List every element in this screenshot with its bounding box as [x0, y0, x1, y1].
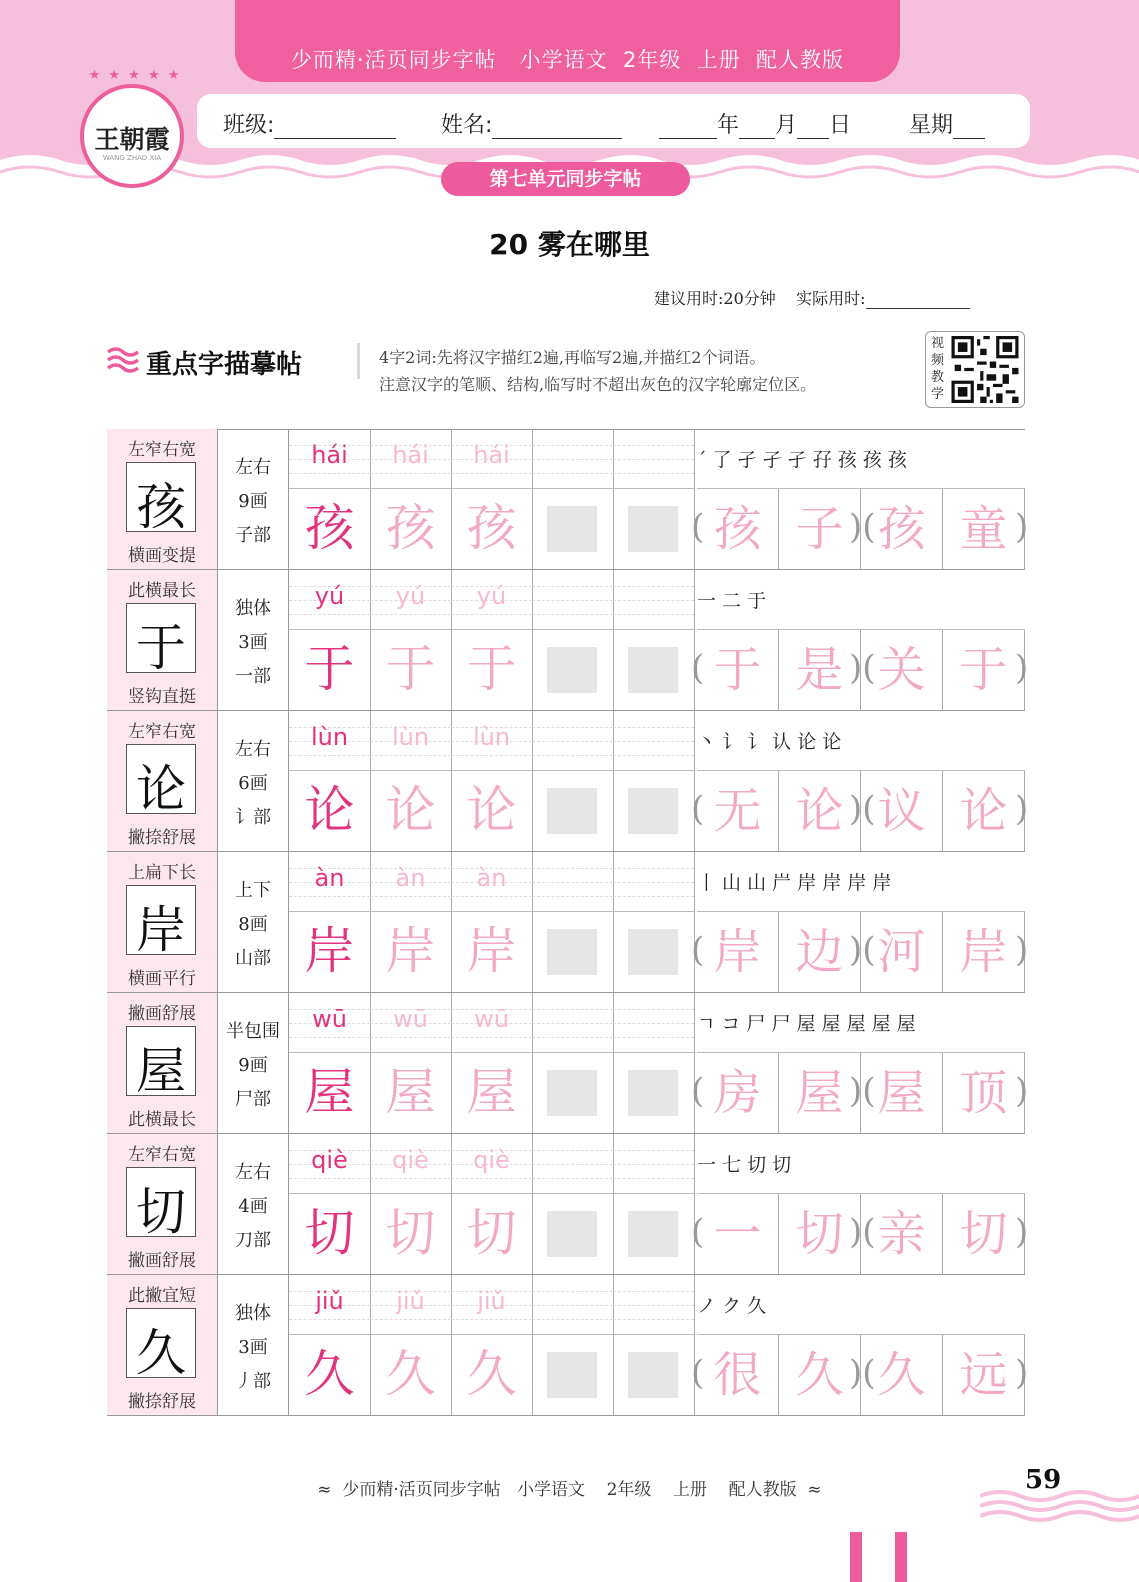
stroke-order: ノ ク 久: [697, 1295, 767, 1317]
section-title: 重点字描摹帖: [146, 350, 303, 380]
section-wave-icon: [106, 344, 140, 374]
char-info: [218, 570, 289, 710]
practice-cell[interactable]: [532, 993, 614, 1133]
pinyin: wū: [312, 1005, 347, 1033]
word-char: 亲: [861, 1194, 943, 1274]
model-char-box: [126, 744, 196, 818]
practice-cell[interactable]: [613, 1134, 695, 1274]
word-char: 久: [779, 1335, 861, 1415]
outline-placeholder: [628, 1211, 678, 1257]
radical: 山部: [235, 948, 271, 969]
stroke-count: 8画: [238, 914, 268, 935]
practice-cell[interactable]: [532, 1134, 614, 1274]
outline-placeholder: [628, 929, 678, 975]
practice-cell: [370, 570, 452, 710]
word-char: 童: [943, 489, 1025, 569]
unit-tab: 第七单元同步字帖: [441, 162, 690, 196]
weekday-label: 星期: [909, 113, 954, 138]
hanzi: 于: [466, 640, 517, 698]
outline-placeholder: [547, 506, 597, 552]
word-char: 河: [861, 912, 943, 992]
qr-code-icon: [950, 336, 1020, 403]
word-area: [691, 489, 1029, 569]
pinyin: wū: [474, 1005, 509, 1033]
pinyin: jiǔ: [396, 1287, 425, 1315]
hanzi: 于: [385, 640, 436, 698]
practice-cell: [370, 429, 452, 569]
practice-cell: [451, 1134, 533, 1274]
section-instructions: [379, 344, 816, 398]
word-char: 远: [943, 1335, 1025, 1415]
stroke-count: 9画: [238, 1055, 268, 1076]
word-char: 无: [697, 771, 779, 851]
practice-cell[interactable]: [532, 570, 614, 710]
word-char: 论: [779, 771, 861, 851]
hanzi: 久: [385, 1345, 436, 1403]
char-info: [218, 993, 289, 1133]
outline-placeholder: [628, 788, 678, 834]
instruction-line-2: 注意汉字的笔顺、结构,临写时不超出灰色的汉字轮廓定位区。: [379, 375, 817, 394]
word-char: 于: [697, 630, 779, 710]
word-char: 岸: [943, 912, 1025, 992]
paren-close: )(: [849, 930, 876, 970]
model-cell: [107, 711, 218, 851]
tip-bottom: 撇捺舒展: [128, 828, 196, 848]
char-info: [218, 1275, 289, 1415]
practice-cell[interactable]: [613, 1275, 695, 1415]
paren-close: )(: [849, 1212, 876, 1252]
word-char: 孩: [697, 489, 779, 569]
word-area: [691, 912, 1029, 992]
practice-cell: [289, 429, 371, 569]
practice-cell: [370, 1275, 452, 1415]
name-label: 姓名:: [441, 113, 493, 138]
paren-open: (: [691, 648, 705, 688]
paren-close: ): [1015, 1071, 1029, 1111]
word-char: 房: [697, 1053, 779, 1133]
word-char: 孩: [861, 489, 943, 569]
word-area: [691, 630, 1029, 710]
pinyin: hái: [392, 441, 429, 469]
lesson-title: 20 雾在哪里: [489, 228, 650, 261]
paren-close: ): [1015, 1212, 1029, 1252]
word-area: [691, 1053, 1029, 1133]
hanzi: 孩: [304, 499, 355, 557]
practice-cell[interactable]: [532, 429, 614, 569]
day-label: 日: [829, 113, 852, 138]
word-char: 很: [697, 1335, 779, 1415]
tip-top: 此撇宜短: [128, 1286, 196, 1306]
stroke-count: 9画: [238, 491, 268, 512]
model-cell: [107, 852, 218, 992]
radical: 子部: [235, 525, 271, 546]
hanzi: 切: [385, 1204, 436, 1262]
tip-bottom: 撇捺舒展: [128, 1392, 196, 1412]
pinyin: qiè: [311, 1146, 348, 1174]
pinyin: lùn: [472, 723, 511, 751]
tip-bottom: 横画平行: [128, 969, 196, 989]
pinyin: qiè: [473, 1146, 510, 1174]
radical: 尸部: [235, 1089, 271, 1110]
pinyin: hái: [473, 441, 510, 469]
paren-close: ): [1015, 789, 1029, 829]
word-char: 久: [861, 1335, 943, 1415]
structure-label: 左右: [235, 1162, 271, 1183]
word-char: 一: [697, 1194, 779, 1274]
stroke-order: 一 七 切 切: [697, 1154, 792, 1176]
hanzi: 论: [304, 781, 355, 839]
year-label: 年: [717, 113, 740, 138]
stroke-order: 一 二 于: [697, 590, 767, 612]
structure-label: 左右: [235, 457, 271, 478]
student-info-box: [197, 94, 1030, 148]
model-cell: [107, 1134, 218, 1274]
hanzi: 屋: [304, 1063, 355, 1121]
model-cell: [107, 1275, 218, 1415]
practice-cell: [289, 993, 371, 1133]
pinyin: àn: [476, 864, 507, 892]
radical: 讠部: [235, 807, 271, 828]
practice-cell: [289, 1134, 371, 1274]
model-char-box: [126, 1026, 196, 1100]
char-row: [107, 852, 1029, 993]
word-char: 屋: [861, 1053, 943, 1133]
paren-open: (: [691, 507, 705, 547]
stroke-order: 丨 山 山 屵 岸 岸 岸 岸: [697, 872, 892, 894]
model-cell: [107, 993, 218, 1133]
paren-close: )(: [849, 648, 876, 688]
model-cell: [107, 429, 218, 569]
char-row: [107, 711, 1029, 852]
radical: 刀部: [235, 1230, 271, 1251]
word-char: 关: [861, 630, 943, 710]
char-row: [107, 429, 1029, 570]
outline-placeholder: [547, 929, 597, 975]
radical: 丿部: [235, 1371, 271, 1392]
hanzi: 论: [385, 781, 436, 839]
hanzi: 岸: [466, 922, 517, 980]
paren-close: )(: [849, 1353, 876, 1393]
hanzi: 屋: [385, 1063, 436, 1121]
pinyin: lùn: [310, 723, 349, 751]
outline-placeholder: [547, 1211, 597, 1257]
hanzi: 岸: [385, 922, 436, 980]
practice-cell[interactable]: [613, 570, 695, 710]
model-char: 屋: [136, 1042, 186, 1100]
hanzi: 久: [304, 1345, 355, 1403]
paren-close: )(: [849, 789, 876, 829]
paren-open: (: [691, 1212, 705, 1252]
practice-cell: [451, 570, 533, 710]
word-char: 岸: [697, 912, 779, 992]
paren-close: ): [1015, 507, 1029, 547]
word-area: [691, 771, 1029, 851]
structure-label: 半包围: [226, 1021, 280, 1042]
suggested-time: 建议用时:20分钟: [654, 289, 776, 308]
pinyin: yú: [395, 582, 426, 610]
model-char-box: [126, 1167, 196, 1241]
structure-label: 左右: [235, 739, 271, 760]
practice-cell: [289, 1275, 371, 1415]
practice-cell: [289, 570, 371, 710]
practice-cell: [289, 852, 371, 992]
class-label: 班级:: [223, 113, 275, 138]
series-title: 少而精·活页同步字帖 小学语文 2年级 上册 配人教版: [290, 48, 845, 72]
page-number: 59: [1025, 1465, 1062, 1495]
model-char-box: [126, 603, 196, 677]
pinyin: wū: [393, 1005, 428, 1033]
practice-cell: [451, 1275, 533, 1415]
char-info: [218, 429, 289, 569]
hanzi: 孩: [385, 499, 436, 557]
hanzi: 论: [466, 781, 517, 839]
paren-open: (: [691, 930, 705, 970]
char-row: [107, 993, 1029, 1134]
paren-close: )(: [849, 507, 876, 547]
word-char: 顶: [943, 1053, 1025, 1133]
paren-open: (: [691, 1071, 705, 1111]
structure-label: 独体: [235, 1303, 271, 1324]
structure-label: 独体: [235, 598, 271, 619]
tip-bottom: 横画变提: [128, 546, 196, 566]
word-char: 切: [943, 1194, 1025, 1274]
tip-bottom: 竖钩直挺: [128, 687, 196, 707]
section-divider: [357, 343, 360, 379]
pinyin: yú: [476, 582, 507, 610]
stroke-count: 3画: [238, 632, 268, 653]
pinyin: jiǔ: [477, 1287, 506, 1315]
time-line: [654, 286, 970, 309]
practice-cell: [370, 852, 452, 992]
word-char: 边: [779, 912, 861, 992]
logo-name: 王朝霞: [94, 125, 170, 154]
char-info: [218, 1134, 289, 1274]
practice-cell: [370, 1134, 452, 1274]
word-char: 于: [943, 630, 1025, 710]
hanzi: 岸: [304, 922, 355, 980]
practice-cell: [451, 852, 533, 992]
model-char: 久: [136, 1324, 186, 1382]
tip-top: 上扁下长: [128, 863, 196, 883]
practice-cell[interactable]: [532, 852, 614, 992]
paren-close: ): [1015, 1353, 1029, 1393]
hanzi: 切: [304, 1204, 355, 1262]
pinyin: lùn: [391, 723, 430, 751]
qr-label: 视频教学: [931, 336, 945, 402]
paren-close: ): [1015, 930, 1029, 970]
logo-subtitle: WANG ZHAO XIA: [102, 154, 162, 162]
paren-close: ): [1015, 648, 1029, 688]
pinyin: jiǔ: [315, 1287, 344, 1315]
stroke-count: 3画: [238, 1337, 268, 1358]
stroke-order: ˊ 了 孑 孑 孑 孖 孩 孩 孩: [697, 449, 907, 471]
logo-stars: ★ ★ ★ ★ ★: [88, 68, 182, 83]
practice-cell[interactable]: [532, 711, 614, 851]
outline-placeholder: [547, 1352, 597, 1398]
month-label: 月: [775, 113, 798, 138]
stroke-count: 4画: [238, 1196, 268, 1217]
practice-cell[interactable]: [613, 993, 695, 1133]
tip-top: 撇画舒展: [128, 1004, 196, 1024]
radical: 一部: [235, 666, 271, 687]
practice-cell: [451, 993, 533, 1133]
instruction-line-1: 4字2词:先将汉字描红2遍,再临写2遍,并描红2个词语。: [379, 348, 766, 367]
hanzi: 久: [466, 1345, 517, 1403]
stroke-count: 6画: [238, 773, 268, 794]
model-char-box: [126, 1308, 196, 1382]
model-char: 于: [136, 619, 186, 677]
practice-cell[interactable]: [613, 711, 695, 851]
practice-cell: [451, 429, 533, 569]
word-char: 是: [779, 630, 861, 710]
tip-bottom: 撇画舒展: [128, 1251, 196, 1271]
actual-time-field[interactable]: [866, 288, 970, 309]
outline-placeholder: [628, 647, 678, 693]
char-row: [107, 1134, 1029, 1275]
footer-bars: [850, 1532, 910, 1582]
char-row: [107, 1275, 1029, 1416]
hanzi: 于: [304, 640, 355, 698]
word-char: 议: [861, 771, 943, 851]
word-char: 子: [779, 489, 861, 569]
weekday-field[interactable]: [909, 108, 985, 139]
model-char-box: [126, 885, 196, 959]
practice-cell: [370, 993, 452, 1133]
footer-text: ≈ 少而精·活页同步字帖 小学语文 2年级 上册 配人教版 ≈: [317, 1480, 822, 1500]
word-char: 论: [943, 771, 1025, 851]
hanzi: 切: [466, 1204, 517, 1262]
outline-placeholder: [547, 788, 597, 834]
tip-bottom: 此横最长: [128, 1110, 196, 1130]
outline-placeholder: [628, 1070, 678, 1116]
practice-cell[interactable]: [613, 429, 695, 569]
brand-logo: [80, 84, 184, 188]
outline-placeholder: [547, 647, 597, 693]
model-char: 切: [136, 1183, 186, 1241]
word-char: 切: [779, 1194, 861, 1274]
tip-top: 左窄右宽: [128, 440, 196, 460]
stroke-order: ㄱ コ 尸 尸 屋 屋 屋 屋 屋: [697, 1013, 916, 1035]
paren-close: )(: [849, 1071, 876, 1111]
pinyin: àn: [395, 864, 426, 892]
tip-top: 左窄右宽: [128, 1145, 196, 1165]
pinyin: yú: [314, 582, 345, 610]
actual-time-label: 实际用时:: [796, 289, 866, 308]
word-area: [691, 1335, 1029, 1415]
practice-cell[interactable]: [613, 852, 695, 992]
model-char: 岸: [136, 901, 186, 959]
date-field[interactable]: [659, 108, 851, 139]
word-area: [691, 1194, 1029, 1274]
char-row: [107, 570, 1029, 711]
tip-top: 左窄右宽: [128, 722, 196, 742]
model-char: 孩: [136, 478, 186, 536]
structure-label: 上下: [235, 880, 271, 901]
tip-top: 此横最长: [128, 581, 196, 601]
pinyin: hái: [311, 441, 348, 469]
name-field[interactable]: [441, 108, 622, 139]
hanzi: 屋: [466, 1063, 517, 1121]
practice-cell[interactable]: [532, 1275, 614, 1415]
model-char-box: [126, 462, 196, 536]
char-info: [218, 711, 289, 851]
outline-placeholder: [547, 1070, 597, 1116]
hanzi: 孩: [466, 499, 517, 557]
stroke-order: 丶 讠 讠 认 论 论: [697, 731, 842, 753]
practice-cell: [451, 711, 533, 851]
outline-placeholder: [628, 506, 678, 552]
paren-open: (: [691, 789, 705, 829]
class-field[interactable]: [223, 108, 396, 139]
model-cell: [107, 570, 218, 710]
video-qr-card[interactable]: [925, 331, 1025, 408]
word-char: 屋: [779, 1053, 861, 1133]
pinyin: qiè: [392, 1146, 429, 1174]
char-info: [218, 852, 289, 992]
paren-open: (: [691, 1353, 705, 1393]
pinyin: àn: [314, 864, 345, 892]
practice-cell: [289, 711, 371, 851]
practice-cell: [370, 711, 452, 851]
model-char: 论: [136, 760, 186, 818]
outline-placeholder: [628, 1352, 678, 1398]
